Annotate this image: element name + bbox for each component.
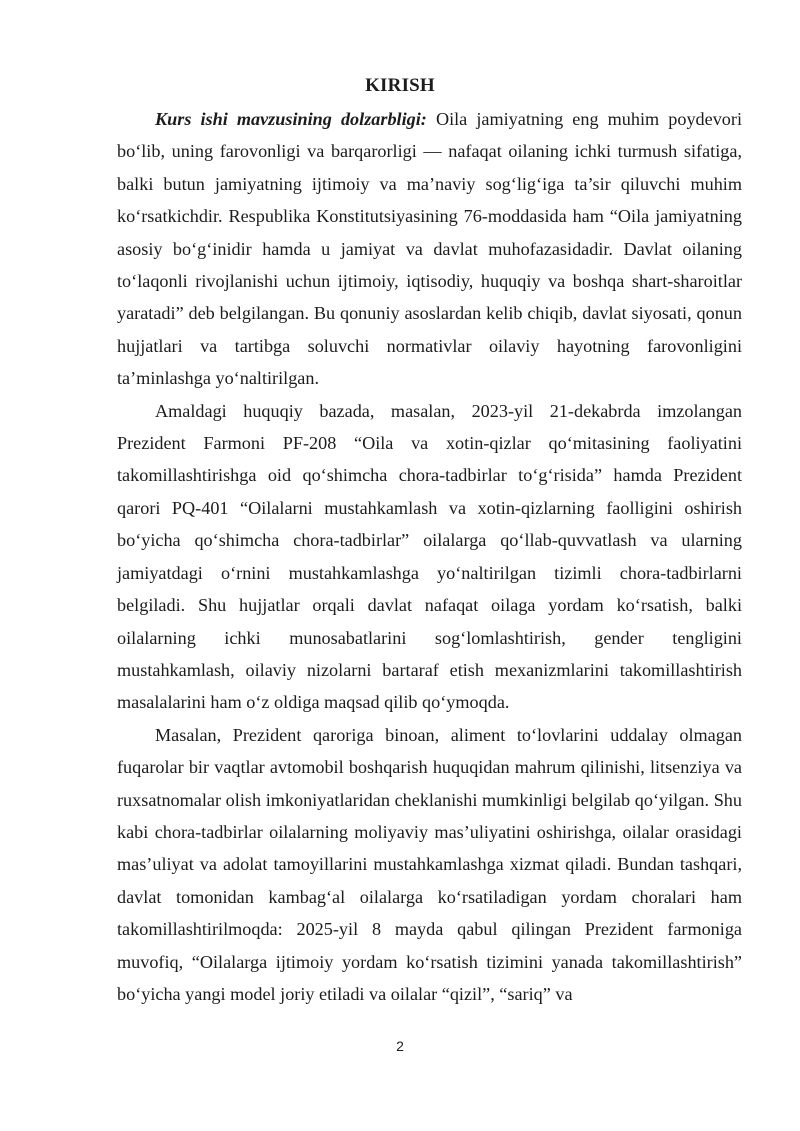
paragraph-relevance xyxy=(117,103,742,395)
page-title: KIRISH xyxy=(365,75,435,96)
paragraph-legal-basis: Amaldagi huquqiy bazada, masalan, 2023-yil 21-dekabrda imzolangan Prezident Farmoni PF-208 “Oila va xotin-qizlar qo‘mitasining faoliyatini takomillashtirishga oid qo‘shimcha chora-tadbirlar to‘g‘risida” hamda Prezident qarori PQ-401 “Oilalarni mustahkamlash va xotin-qizlarning faolligini oshirish bo‘yicha qo‘shimcha chora-tadbirlar” oilalarga qo‘llab-quvvatlash va ularning jamiyatdagi o‘rnini mustahkamlashga yo‘naltirilgan tizimli chora-tadbirlarni belgiladi. Shu hujjatlar orqali davlat nafaqat oilaga yordam ko‘rsatish, balki oilalarning ichki munosabatlarini sog‘lomlashtirish, gender tengligini mustahkamlash, oilaviy nizolarni bartaraf etish mexanizmlarini takomillashtirish masalalarini ham o‘z oldiga maqsad qilib qo‘ymoqda. xyxy=(117,400,742,713)
paragraph-text: Oila jamiyatning eng muhim poydevori bo‘lib, uning farovonligi va barqarorligi — nafaqat oilaning ichki turmush sifatiga, balki butun jamiyatning ijtimoiy va ma’naviy sog‘lig‘iga ta’sir qiluvchi muhim ko‘rsatkichdir. Respublika Konstitutsiyasining 76-moddasida ham “Oila jamiyatning asosiy bo‘g‘inidir hamda u jamiyat va davlat muhofazasidadir. Davlat oilaning to‘laqonli rivojlanishi uchun ijtimoiy, iqtisodiy, huquqiy va boshqa shart-sharoitlar yaratadi” deb belgilangan. Bu qonuniy asoslardan kelib chiqib, davlat siyosati, qonun hujjatlari va tartibga soluvchi normativlar oilaviy hayotning farovonligini ta’minlashga yo‘naltirilgan. xyxy=(117,109,743,389)
page-number: 2 xyxy=(396,1038,404,1054)
paragraph-lead: Kurs ishi mavzusining dolzarbligi: xyxy=(155,109,427,129)
body-text xyxy=(117,103,742,1010)
paragraph-measures: Masalan, Prezident qaroriga binoan, aliment to‘lovlarini uddalay olmagan fuqarolar bir vaqtlar avtomobil boshqarish huquqidan mahrum qilinishi, litsenziya va ruxsatnomalar olish imkoniyatlaridan cheklanishi mumkinligi belgilab qo‘yilgan. Shu kabi chora-tadbirlar oilalarning moliyaviy mas’uliyatini oshirishga, oilalar orasidagi mas’uliyat va adolat tamoyillarini mustahkamlashga xizmat qiladi. Bundan tashqari, davlat tomonidan kambag‘al oilalarga ko‘rsatiladigan yordam choralari ham takomillashtirilmoqda: 2025-yil 8 mayda qabul qilingan Prezident farmoniga muvofiq, “Oilalarga ijtimoiy yordam ko‘rsatish tizimini yanada takomillashtirish” bo‘yicha yangi model joriy etiladi va oilalar “qizil”, “sariq” va xyxy=(117,724,742,1004)
